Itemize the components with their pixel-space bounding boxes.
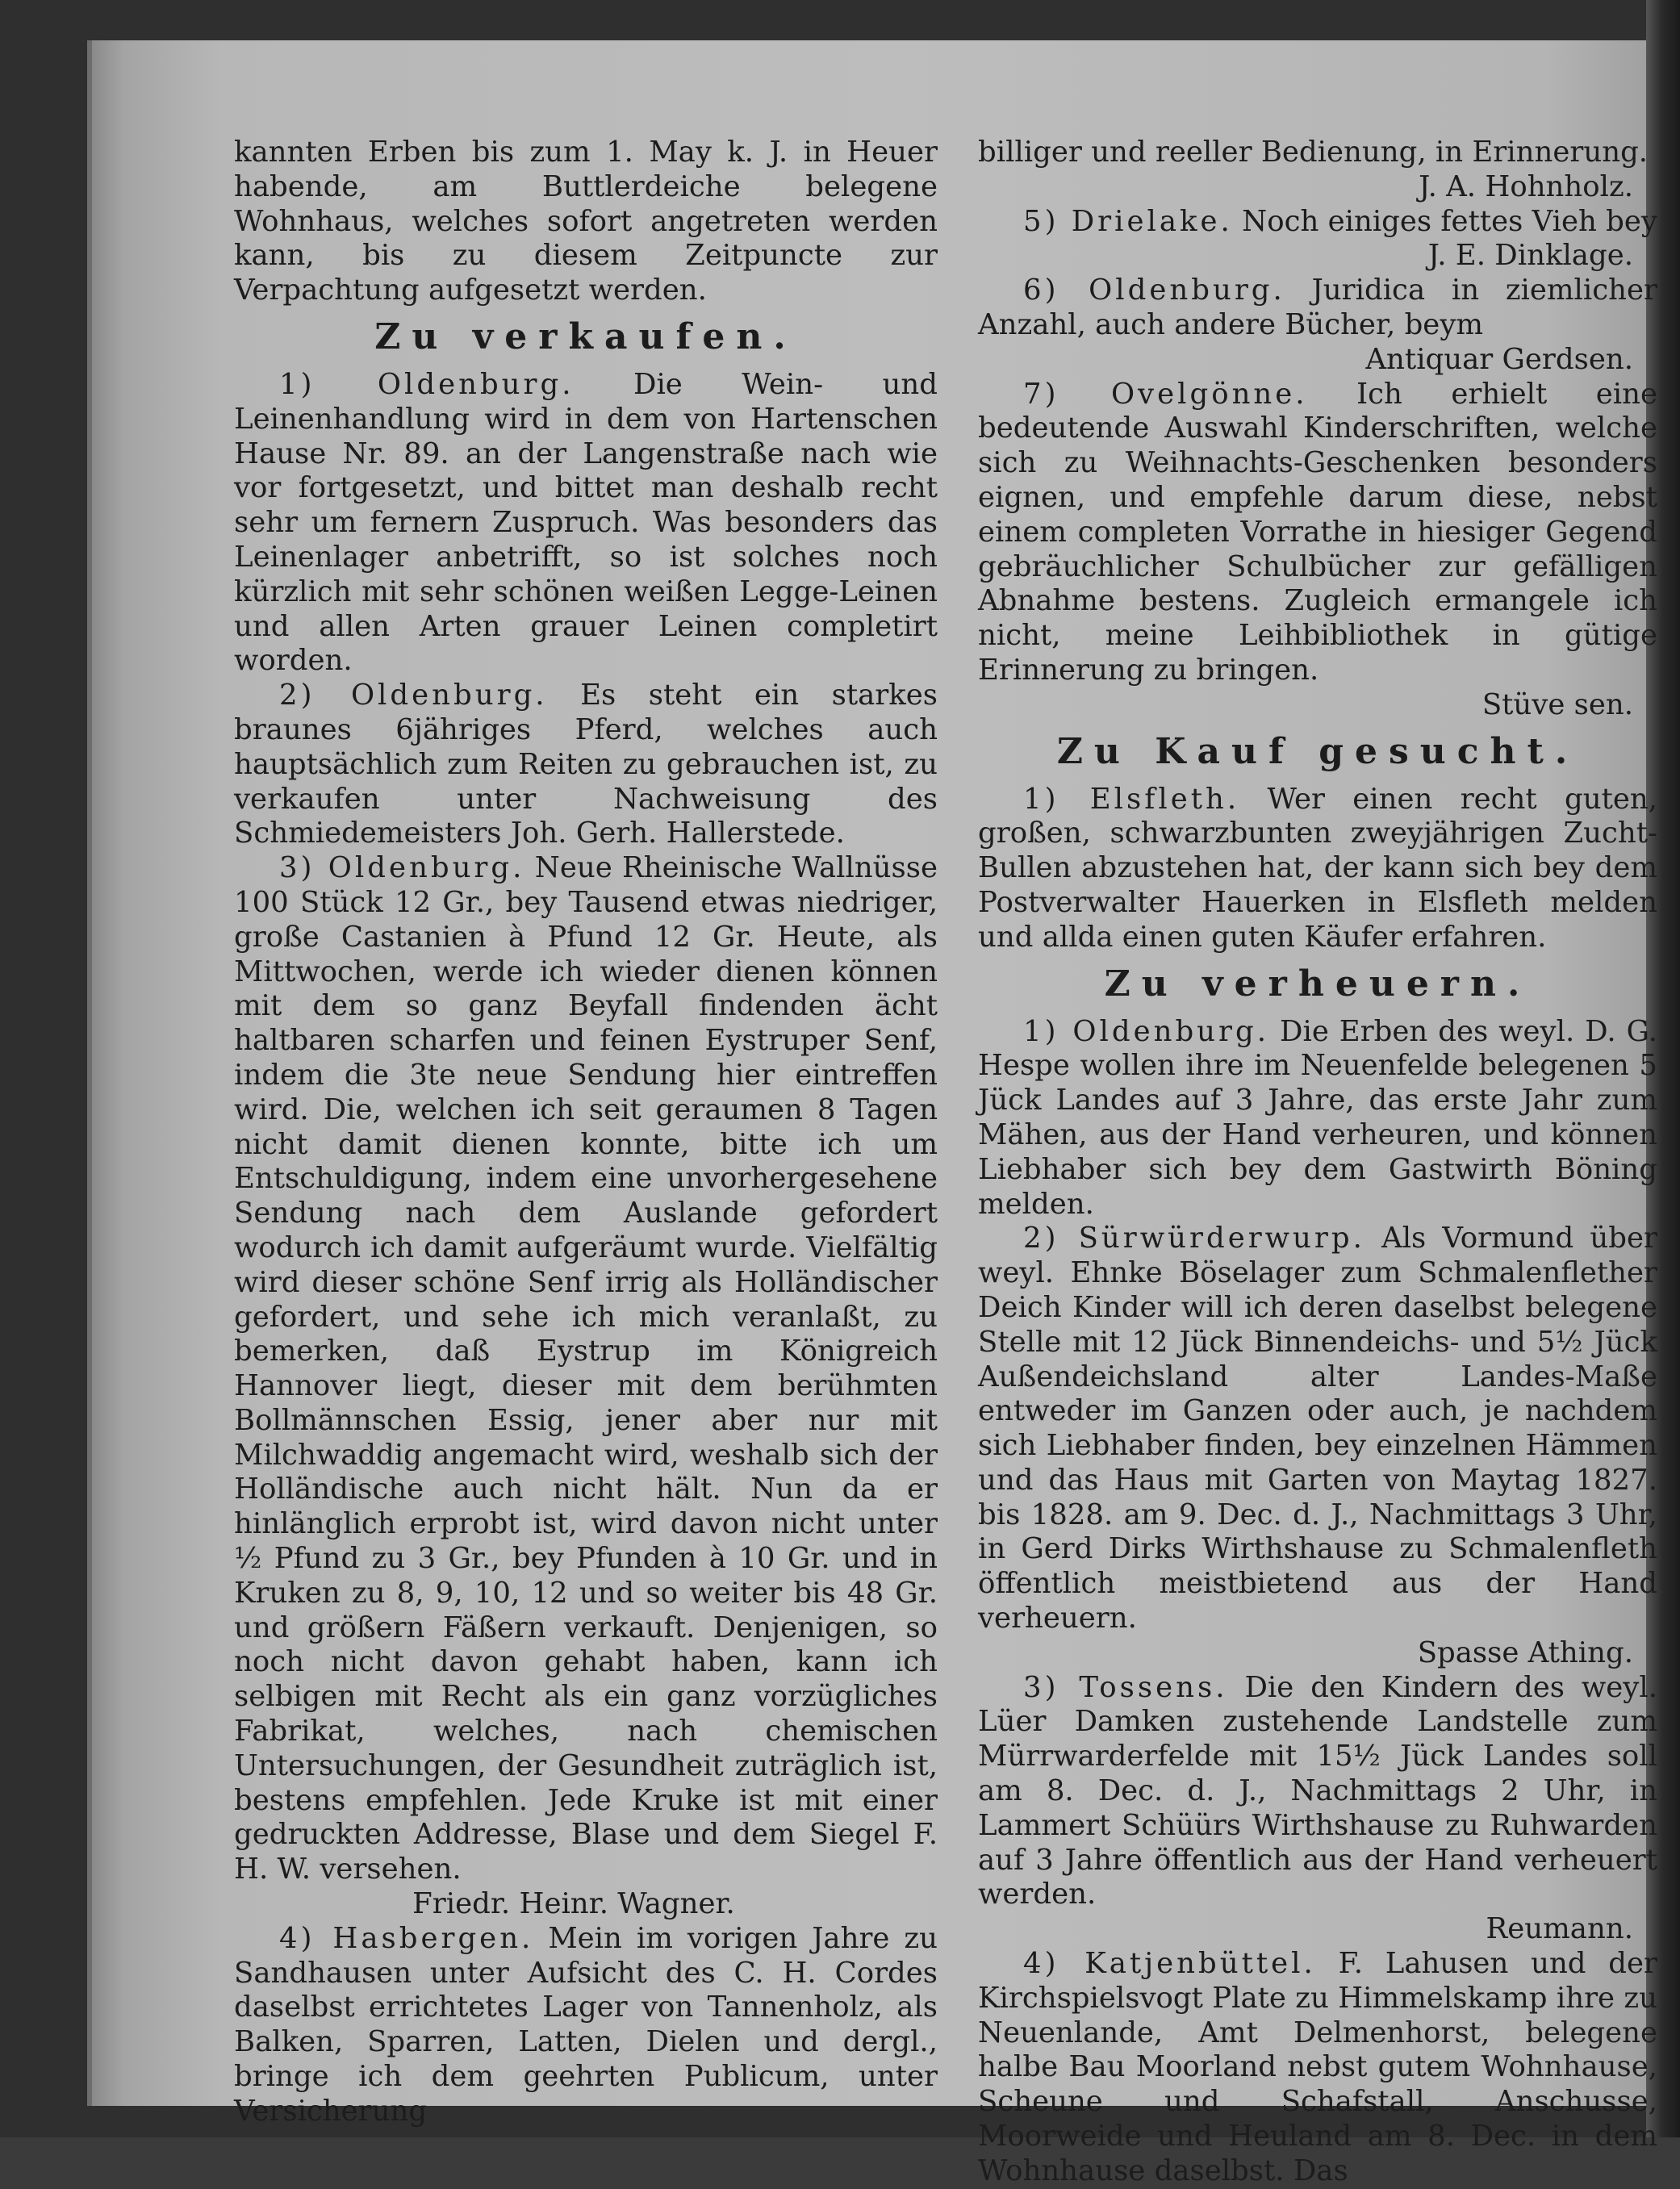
notice-place: 2) Oldenburg. — [279, 679, 548, 712]
notice-signature: J. E. Dinklage. — [1427, 239, 1633, 273]
notice-signature: J. A. Hohnholz. — [1419, 169, 1633, 203]
notice-place: 6) Oldenburg. — [1023, 274, 1285, 307]
rent-notice-1 — [978, 1015, 1657, 1222]
notice-signature: Friedr. Heinr. Wagner. — [412, 1887, 735, 1921]
notice-text: Neue Rheinische Wallnüsse 100 Stück 12 Gr., bey Tausend etwas niedriger, große Castanien à Pfund 12 Gr. Heute, als Mittwochen, werde ich wieder dienen können mit dem so ganz Beyfall findenden ächt haltbaren scharfen und feinen Eystruper Senf, indem die 3te neue Sendung hier eintreffen wird. Die, welchen ich seit geraumen 8 Tagen nicht damit dienen konnte, bitte ich um Entschuldigung, indem eine unvorhergesehene Sendung nach dem Auslande gefordert wodurch ich damit aufgeräumt wurde. Vielfältig wird dieser schöne Senf irrig als Holländischer gefordert, und sehe ich mich veranlaßt, zu bemerken, daß Eystrup im Königreich Hannover liegt, dieser mit dem berühmten Bollmännschen Essig, jener aber nur mit Milchwaddig angemacht wird, weshalb sich der Holländische auch nicht hält. Nun da er hinlänglich erprobt ist, wird davon nicht unter ½ Pfund zu 3 Gr., bey Pfunden à 10 Gr. und in Kruken zu 8, 9, 10, 12 und so weiter bis 48 Gr. und größern Fäßern verkauft. Denjenigen, so noch nicht davon gehabt haben, kann ich selbigen mit Recht als ein ganz vorzügliches Fabrikat, welches, nach chemischen Untersuchungen, der Gesundheit zuträglich ist, bestens empfehlen. Jede Kruke ist mit einer gedruckten Addresse, Blase und dem Siegel F. H. W. versehen. — [234, 851, 938, 1886]
notice-text: Die Erben des weyl. D. G. Hespe wollen ihre im Neuenfelde belegenen 5 Jück Landes auf 3 Jahre, das erste Jahr zum Mähen, aus der Hand verheuren, und können Liebhaber sich bey dem Gastwirth Böning melden. — [978, 1014, 1657, 1221]
notice-text: Noch einiges fettes Vieh bey — [1242, 204, 1657, 238]
notice-signature: Stüve sen. — [1481, 687, 1633, 721]
notice-place: 1) Elsfleth. — [1023, 782, 1240, 816]
rent-notice-3 — [978, 1671, 1657, 1913]
sale-notice-6 — [978, 274, 1657, 343]
left-column — [234, 136, 938, 2129]
wanted-notice-1 — [978, 783, 1657, 955]
notice-place: 4) Katjenbüttel. — [1023, 1947, 1316, 1981]
intro-paragraph: kannten Erben bis zum 1. May k. J. in Heuer habende, am Buttlerdeiche belegene Wohnhaus, welches sofort angetreten werden kann, bis zu diesem Zeitpuncte zur Verpachtung aufgesetzt werden. — [234, 136, 938, 307]
notice-text: Es steht ein starkes braunes 6jähriges Pferd, welches auch hauptsächlich zum Reiten zu gebrauchen ist, zu verkaufen unter Nachweisung des Schmiedemeisters Joh. Gerh. Hallerstede. — [234, 679, 938, 850]
notice-place: 5) Drielake. — [1023, 204, 1233, 238]
rent-notice-4 — [978, 1947, 1657, 2189]
heading-zu-kauf-gesucht: Zu Kauf gesucht. — [1056, 730, 1579, 772]
notice-signature: Spasse Athing. — [1417, 1635, 1633, 1669]
notice-text: Die Wein- und Leinenhandlung wird in dem von Hartenschen Hause Nr. 89. an der Langenstraße nach wie vor fortgesetzt, und bittet man deshalb recht sehr um fernern Zuspruch. Was besonders das Leinenlager anbetrifft, so ist solches noch kürzlich mit sehr schönen weißen Legge-Leinen und allen Arten grauer Leinen completirt worden. — [234, 367, 938, 678]
sale-notice-4 — [234, 1922, 938, 2129]
notice-signature: Antiquar Gerdsen. — [1365, 342, 1633, 376]
sale-notice-2 — [234, 679, 938, 851]
notice-text: Mein im vorigen Jahre zu Sandhausen unter Aufsicht des C. H. Cordes daselbst errichtetes Lager von Tannenholz, als Balken, Sparren, Latten, Dielen und dergl., bringe ich dem geehrten Publicum, unter Versicherung — [234, 1921, 938, 2128]
notice-place: 1) Oldenburg. — [1023, 1014, 1270, 1048]
notice-text: Wer einen recht guten, großen, schwarzbunten zweyjährigen Zucht-Bullen abzustehen hat, der kann sich bey dem Postverwalter Hauerken in Elsfleth melden und allda einen guten Käufer erfahren. — [978, 782, 1657, 954]
heading-zu-verkaufen: Zu verkaufen. — [374, 315, 797, 357]
sale-notice-3 — [234, 851, 938, 1887]
notice-place: 4) Hasbergen. — [279, 1921, 534, 1955]
notice-text: Juridica in ziemlicher Anzahl, auch andere Bücher, beym — [978, 274, 1657, 341]
notice-place: 1) Oldenburg. — [279, 367, 575, 401]
right-column — [978, 136, 1657, 2189]
sale-notice-5 — [978, 205, 1657, 240]
notice-place: 2) Sürwürderwurp. — [1023, 1222, 1365, 1255]
notice-place: 3) Tossens. — [1023, 1670, 1228, 1704]
heading-zu-verheuern: Zu verheuern. — [1104, 963, 1532, 1005]
sale-notice-7 — [978, 378, 1657, 688]
continued-paragraph: billiger und reeller Bedienung, in Erinnerung. — [978, 136, 1649, 169]
notice-place: 3) Oldenburg. — [279, 851, 525, 885]
sale-notice-1 — [234, 368, 938, 679]
rent-notice-2 — [978, 1222, 1657, 1636]
notice-text: Als Vormund über weyl. Ehnke Böselager zum Schmalenflether Deich Kinder will ich deren daselbst belegene Stelle mit 12 Jück Binnendeichs- und 5½ Jück Außendeichsland alter Landes-Maße entweder im Ganzen oder auch, je nachdem sich Liebhaber finden, bey einzelnen Hämmen und das Haus mit Garten von Maytag 1827. bis 1828. am 9. Dec. d. J., Nachmittags 3 Uhr, in Gerd Dirks Wirthshause zu Schmalenfleth öffentlich meistbietend aus der Hand verheuern. — [978, 1222, 1657, 1635]
notice-place: 7) Ovelgönne. — [1023, 377, 1308, 411]
notice-text: Die den Kindern des weyl. Lüer Damken zustehende Landstelle zum Mürrwarderfelde mit 15½ Jück Landes soll am 8. Dec. d. J., Nachmittags 2 Uhr, in Lammert Schüürs Wirthshause zu Ruhwarden auf 3 Jahre öffentlich aus der Hand verheuert werden. — [978, 1670, 1658, 1911]
notice-signature: Reumann. — [1486, 1912, 1633, 1946]
notice-text: Ich erhielt eine bedeutende Auswahl Kinderschriften, welche sich zu Weihnachts-Geschenken besonders eignen, und empfehle darum diese, nebst einem completen Vorrathe in hiesiger Gegend gebräuchlicher Schulbücher zur gefälligen Abnahme bestens. Zugleich ermangele ich nicht, meine Leihbibliothek in gütige Erinnerung zu bringen. — [978, 377, 1657, 687]
notice-text: F. Lahusen und der Kirchspielsvogt Plate zu Himmelskamp ihre zu Neuenlande, Amt Delmenhorst, belegene halbe Bau Moorland nebst gutem Wohnhause, Scheune und Schafstall, Anschusse, Moorweide und Heuland am 8. Dec. in dem Wohnhause daselbst. Das — [978, 1947, 1657, 2187]
